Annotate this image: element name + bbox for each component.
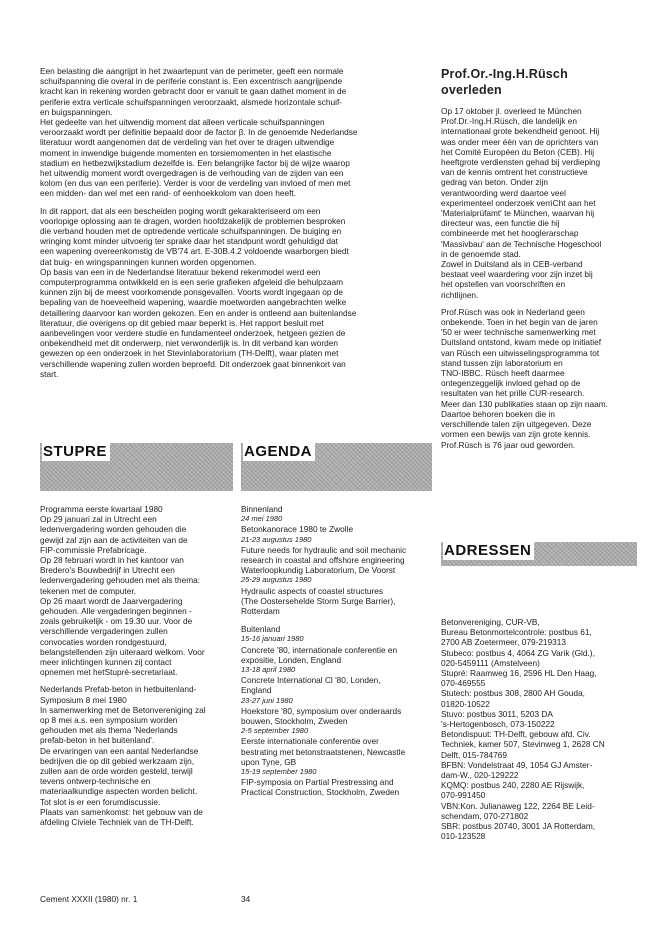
address-line: 070-991450	[441, 790, 486, 801]
stupre-line: gehouden met als thema 'Nederlands	[40, 725, 178, 736]
agenda-event: Waterloopkundig Laboratorium, De Voorst	[241, 565, 396, 576]
agenda-event: (The Oostersehelde Storm Surge Barrier),	[241, 595, 396, 606]
agenda-event: bouwen, Stockholm, Zweden	[241, 716, 348, 727]
agenda-date: 25-29 augustus 1980	[241, 575, 312, 585]
main-text-line: gewezen op een onderzoek in het Stevinlaboratorium (TH-Delft), waar platen met	[40, 348, 339, 359]
main-text-line: verschillende wapening zullen worden beproefd. Dit onderzoek gaat binnenkort van	[40, 358, 346, 369]
stupre-line: bedrijven die op dit gebied werkzaam zijn,	[40, 755, 195, 766]
main-text-line: Op basis van een in de Nederlandse literatuur bekend rekenmodel werd een	[40, 266, 321, 277]
stupre-line: Nederlands Prefab-beton in hetbuitenland-	[40, 684, 197, 695]
obituary-line: van de kennis omtrent het constructieve	[441, 167, 588, 178]
obituary-line: het opstellen van voorschriften en	[441, 279, 566, 290]
stupre-line: belangstellenden zijn uiteraard welkom. Voor	[40, 646, 205, 657]
obituary-title-line: Prof.Or.-Ing.H.Rüsch	[441, 67, 568, 81]
agenda-event: FIP-symposia on Partial Prestressing and	[241, 777, 394, 788]
stupre-line: opnemen met hetStupré-secretariaat.	[40, 667, 178, 678]
stupre-line: gehouden. Alle vergaderingen beginnen -	[40, 606, 192, 617]
address-line: Stuvo: postbus 3011, 5203 DA	[441, 708, 553, 719]
address-line: 010-123528	[441, 831, 486, 842]
main-text-line: veroorzaakt wordt per definitie bepaald door de factor β. In de genoemde Nederlandse	[40, 127, 358, 138]
obituary-line: Prof.Rüsch was ook in Nederland geen	[441, 306, 585, 317]
stupre-line: De ervaringen van een aantal Nederlandse	[40, 745, 199, 756]
obituary-title-line: overleden	[441, 83, 502, 97]
main-text-line: een midden- dan wel met een rand- of eenhoekkolom van doen heeft.	[40, 188, 296, 199]
main-text-line: dat buig- en wringspanningen kunnen worden opgenomen.	[40, 256, 257, 267]
stupre-line: afdeling Civiele Techniek van de TH-Delft.	[40, 817, 194, 828]
agenda-event: Concrete '80, internationale conferentie en	[241, 644, 398, 655]
obituary-line: Prof.Rüsch is 76 jaar oud geworden.	[441, 439, 576, 450]
main-text-line: die verband houden met de optredende verticale schuifspanningen. De buiging en	[40, 226, 342, 237]
main-text-line: computerprogramma ontwikkeld en is een serie grafieken afgeleid die behulpzaam	[40, 277, 344, 288]
agenda-section-title: Buitenland	[241, 624, 281, 635]
agenda-heading: AGENDA	[243, 443, 315, 461]
obituary-line: directeur was, een functie die hij	[441, 218, 560, 229]
address-line: 020-5459111 (Amstelveen)	[441, 657, 540, 668]
obituary-line: verantwoording werd daartoe veel	[441, 187, 566, 198]
main-text-line: start.	[40, 368, 59, 379]
stupre-line: tekenen met de computer.	[40, 585, 136, 596]
main-text-line: Een belasting die aangrijpt in het zwaartepunt van de perimeter, geeft een normale	[40, 66, 344, 76]
address-line: 01820-10522	[441, 698, 490, 709]
address-line: 's-Hertogenbosch, 073-150222	[441, 719, 555, 730]
stupre-banner	[40, 443, 233, 491]
agenda-event: Hoekstore '80, symposium over onderaards	[241, 705, 402, 716]
stupre-line: Symposium 8 mei 1980	[40, 694, 127, 705]
stupre-line: prefab-beton in het buitenland'.	[40, 735, 155, 746]
main-text-line: kracht kan in rekening worden gebracht door er vanuit te gaan dathet moment in de	[40, 86, 347, 97]
obituary-line: verschillende talen zijn uitgegeven. Deze	[441, 419, 592, 430]
stupre-line: ledenvergadering gehouden met als thema:	[40, 575, 201, 586]
main-text-line: wringing komt minder uitvoerig ter sprake daar het standpunt wordt gehuldigd dat	[40, 236, 338, 247]
agenda-event: bestrating met betonstraatstenen, Newcastle	[241, 746, 406, 757]
address-line: Stutech: postbus 308, 2800 AH Gouda,	[441, 688, 585, 699]
adressen-heading: ADRESSEN	[443, 542, 534, 560]
main-text-line: periferie extra verticale schuifspanningen veroorzaakt, alsmede horizontale schuif-	[40, 96, 343, 107]
agenda-section	[241, 504, 433, 798]
agenda-event: Rotterdam	[241, 606, 280, 617]
main-text-line: schuifspanning die overal in de periferie constant is. Een excentrisch aangrijpende	[40, 76, 343, 87]
obituary-line: experimenteel onderzoek verriCht aan het	[441, 197, 596, 208]
address-line: dam-W., 020-129222	[441, 770, 519, 781]
agenda-event: Concrete International Cl '80, Londen,	[241, 675, 381, 686]
obituary-paragraph	[441, 307, 637, 450]
address-line: Techniek, kamer 507, Stevinweg 1, 2628 CN	[441, 739, 605, 750]
agenda-date: 21-23 augustus 1980	[241, 534, 312, 544]
address-line: SBR: postbus 20740, 3001 JA Rotterdam,	[441, 821, 596, 832]
main-text-line: en buigspanningen.	[40, 106, 113, 117]
main-text-line: een wapening overeenkomstig de VB'74 art. E-30B.4.2 voldoende waarborgen biedt	[40, 246, 349, 257]
stupre-line: materiaalkundige aspecten worden belicht.	[40, 786, 198, 797]
stupre-heading: STUPRE	[42, 443, 110, 461]
journal-footer: Cement XXXII (1980) nr. 1	[40, 894, 138, 904]
agenda-date: 2-5 september 1980	[241, 726, 309, 736]
main-text-line: literatuur, die overigens op dit gebied maar beperkt is. Het rapport besluit met	[40, 317, 324, 328]
agenda-section-title: Binnenland	[241, 504, 283, 514]
obituary-line: resultaten van het prille CUR-research.	[441, 388, 585, 399]
stupre-line: meer inlichtingen kunnen zij contact	[40, 657, 172, 668]
obituary-line: vormen een bewijs van zijn grote kennis.	[441, 429, 591, 440]
obituary-line: het Comité Européen du Beton (CEB). Hij	[441, 146, 595, 157]
main-text-line: voorlopige oplossing aan te dragen, worden hoofdzakelijk de problemen besproken	[40, 215, 346, 226]
agenda-event: expositie, Londen, England	[241, 654, 342, 665]
main-text-line: onbekendheid met dit onderwerp, niet verwonderlijk is. In dit verband kan worden	[40, 338, 338, 349]
obituary-line: gedrag van beton. Onder zijn	[441, 177, 549, 188]
obituary-line: was onder meer één van de oprichters van	[441, 136, 599, 147]
stupre-line: op 8 mei a.s. een symposium worden	[40, 715, 178, 726]
obituary-line: onbekende. Toen in het begin van de jaren	[441, 317, 598, 328]
obituary-line: Daartoe behoren boeken die in	[441, 408, 555, 419]
main-text-line: het uitwendig moment wordt overgedragen is de verhouding van de zijden van een	[40, 168, 344, 179]
agenda-event: Eerste internationale conferentie over	[241, 736, 379, 747]
agenda-date: 15-16 januari 1980	[241, 634, 304, 644]
agenda-event: Betonkanorace 1980 te Zwolle	[241, 524, 354, 535]
main-text-line: aanbevelingen voor verdere studie en fundamenteel onderzoek, hetgeen gezien de	[40, 328, 346, 339]
main-text-line: kolom (en dus van een periferie). Verder is voor de verdeling van invloed of men met	[40, 178, 351, 189]
stupre-line: Op 26 maart wordt de Jaarvergadering	[40, 595, 183, 606]
main-text-line: literatuur wordt aangenomen dat de verdeling van het over te dragen uitwendige	[40, 137, 335, 148]
obituary-line: internationaal grote bekendheid genoot. Hij	[441, 126, 600, 137]
stupre-paragraph	[40, 504, 232, 677]
obituary-line: Zowel in Duitsland als in CEB-verband	[441, 259, 583, 270]
agenda-event: Practical Construction, Stockholm, Zweden	[241, 787, 400, 798]
stupre-line: Plaats van samenkomst: het gebouw van de	[40, 806, 203, 817]
agenda-block	[241, 504, 433, 616]
stupre-line: verschillende vergaderingen zullen	[40, 626, 168, 637]
stupre-line: Op 28 februari wordt in het kantoor van	[40, 555, 184, 566]
main-article	[40, 66, 420, 386]
agenda-block	[241, 624, 433, 797]
stupre-line: convocaties worden rondgestuurd,	[40, 636, 167, 647]
agenda-date: 24 mei 1980	[241, 514, 283, 524]
stupre-line: Tot slot is er een forumdiscussie.	[40, 796, 161, 807]
main-text-line: detaillering daarvoor kan worden gekozen. Een en ander is ontleend aan buitenlandse	[40, 307, 357, 318]
address-line: Delft, 015-784769	[441, 749, 507, 760]
stupre-line: zullen aan de orde worden gesteld, terwijl	[40, 766, 193, 777]
obituary-line: Op 17 oktober jl. overleed te München	[441, 106, 582, 116]
obituary-title	[441, 66, 637, 98]
agenda-event: research in coastal and offshore engineering	[241, 555, 405, 566]
obituary-line: heeftgrote verdiensten gehad bij verdieping	[441, 157, 601, 168]
adressen-section	[441, 617, 637, 841]
obituary-paragraph	[441, 106, 637, 300]
address-line: Betondispuut: TH-Delft, gebouw afd. Civ.	[441, 729, 591, 740]
obituary-line: van Rüsch een uitwisselingsprogramma tot	[441, 347, 600, 358]
main-text-line: stadium en hetbezwijkstadium dezelfde is. Een belangrijke factor bij de wijze waarop	[40, 157, 350, 168]
stupre-line: tevens ontwerp-technische en	[40, 776, 151, 787]
adressen-banner	[441, 542, 637, 566]
address-line: KQMQ: postbus 240, 2280 AE Rijswijk,	[441, 780, 585, 791]
obituary-body	[441, 106, 637, 450]
main-text-line: Het gedeelte van het uitwendig moment dat alleen verticale schuifspanningen	[40, 117, 325, 128]
obituary-line: bestaat veel waardering voor zijn inzet bij	[441, 269, 593, 280]
address-line: 070-469555	[441, 678, 486, 689]
page-number: 34	[241, 894, 251, 904]
obituary-line: Meer dan 130 publikaties staan op zijn naam.	[441, 398, 608, 409]
address-line: schendam, 070-271802	[441, 810, 529, 821]
obituary-line: '50 er weer technische samenwerking met	[441, 327, 596, 338]
main-text-paragraph	[40, 66, 420, 199]
stupre-paragraph	[40, 684, 232, 827]
main-text-line: In dit rapport, dat als een bescheiden poging wordt gekarakteriseerd om een	[40, 205, 321, 216]
obituary-line: in de genoemde stad.	[441, 248, 521, 259]
stupre-line: ledenvergadering worden gehouden die	[40, 524, 187, 535]
obituary-article	[441, 66, 637, 457]
agenda-date: 23-27 juni 1980	[241, 695, 293, 705]
obituary-line: 'Materialprüfamt' te München, waarvan hij	[441, 208, 595, 219]
obituary-line: TNO-IBBC. Rüsch heeft daarmee	[441, 368, 565, 379]
address-line: BFBN: Vondelstraat 49, 1054 GJ Amster-	[441, 759, 593, 770]
agenda-date: 15-19 september 1980	[241, 767, 317, 777]
obituary-line: ontegenzeggelijk invloed gehad op de	[441, 378, 581, 389]
obituary-line: Duitsland ontstond, kwam mede op initiatief	[441, 337, 602, 348]
obituary-line: Prof.Dr.-Ing.H.Rüsch, die landelijk en	[441, 116, 578, 127]
stupre-section	[40, 504, 232, 834]
stupre-line: gewijd zal zijn aan de activiteiten van de	[40, 534, 188, 545]
agenda-date: 13-18 april 1980	[241, 665, 296, 675]
stupre-line: zoals gebruikelijk - om 19.30 uur. Voor de	[40, 616, 193, 627]
address-line: 2700 AB Zoetermeer, 079-219313	[441, 637, 567, 648]
address-line: VBN:Kon. Julianaweg 122, 2264 BE Leid-	[441, 800, 595, 811]
obituary-line: stand tussen zijn laboratorium en	[441, 357, 563, 368]
main-text-line: bepaling van de hoeveelheid wapening, waardie moetworden aangebrachten welke	[40, 297, 347, 308]
main-text-line: kunnen zijn bij de meest voorkomende ponsgevallen. Voorts wordt ingegaan op de	[40, 287, 344, 298]
address-line: Stupré: Raamweg 16, 2596 HL Den Haag,	[441, 668, 597, 679]
obituary-line: combineerde met het hooglerarschap	[441, 228, 579, 239]
address-line: Betonvereniging, CUR-VB,	[441, 617, 540, 627]
address-line: Bureau Betonmortelcontrole: postbus 61,	[441, 627, 592, 638]
stupre-line: FIP-commissie Prefabricage.	[40, 544, 147, 555]
obituary-line: richtlijnen.	[441, 289, 479, 300]
stupre-line: Op 29 januari zal in Utrecht een	[40, 514, 157, 525]
main-text-paragraph	[40, 206, 420, 379]
agenda-banner	[241, 443, 432, 491]
obituary-line: 'Massivbau' aan de Technische Hogeschool	[441, 238, 602, 249]
stupre-line: In samenwerking met de Betonvereniging zal	[40, 704, 206, 715]
agenda-event: England	[241, 685, 272, 696]
agenda-event: Future needs for hydraulic and soil mechanic	[241, 544, 407, 555]
main-text-line: moment in inwendige buigende momenten en torsiemomenten in het elastische	[40, 147, 332, 158]
agenda-event: Hydraulic aspects of coastel structures	[241, 585, 384, 596]
stupre-line: Programma eerste kwartaal 1980	[40, 504, 163, 514]
stupre-line: Bredero's Bouwbedrijf in Utrecht een	[40, 565, 175, 576]
agenda-event: upon Tyne, GB	[241, 756, 297, 767]
address-line: Stubeco: postbus 4, 4064 ZG Varik (Gld.),	[441, 647, 595, 658]
